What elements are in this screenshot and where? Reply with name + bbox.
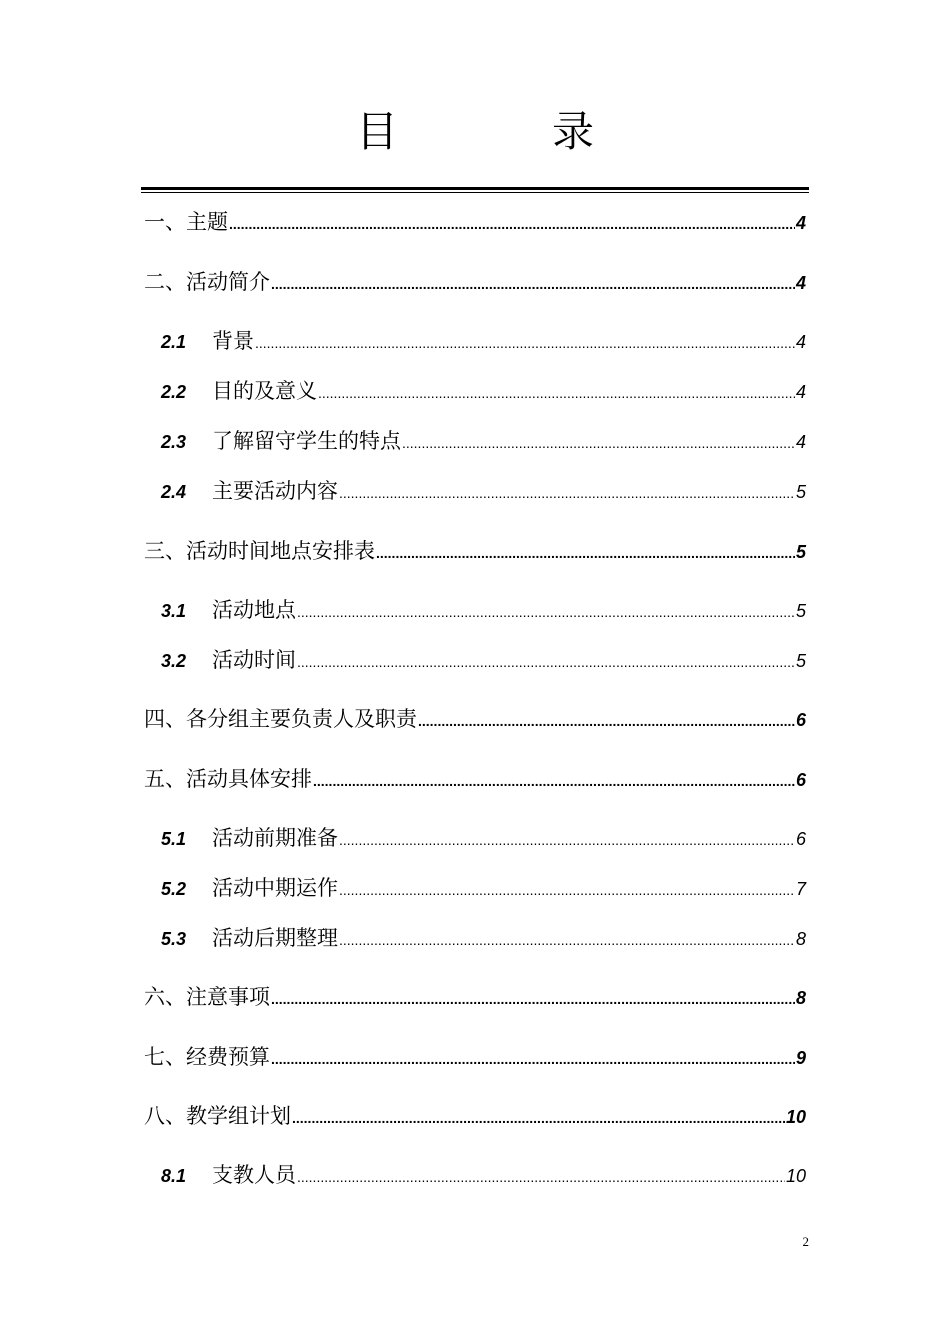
toc-entry[interactable] <box>144 705 806 733</box>
toc-entry-label: 活动时间 <box>212 648 296 672</box>
toc-entry[interactable] <box>161 646 806 674</box>
toc-entry[interactable] <box>144 537 806 565</box>
toc-entry-label: 活动中期运作 <box>212 876 338 900</box>
toc-entry-number: 3.1 <box>161 601 187 621</box>
toc-entry-page: 8 <box>795 988 806 1008</box>
toc-entry-page: 9 <box>795 1048 806 1068</box>
toc-entry-page: 6 <box>795 829 806 849</box>
toc-entry-page: 5 <box>795 482 806 502</box>
toc-entry[interactable] <box>161 874 806 902</box>
toc-entry-page: 10 <box>785 1166 806 1186</box>
toc-entry[interactable] <box>161 924 806 952</box>
toc-dot-leader <box>297 598 795 626</box>
toc-entry-page: 4 <box>795 273 806 293</box>
toc-entry-page: 8 <box>795 929 806 949</box>
toc-dot-leader <box>418 707 795 735</box>
toc-entry-label: 了解留守学生的特点 <box>212 429 401 453</box>
toc-entry[interactable] <box>161 596 806 624</box>
toc-entry-number: 2.2 <box>161 382 187 402</box>
toc-dot-leader <box>297 648 795 676</box>
toc-entry-label: 背景 <box>212 329 254 353</box>
toc-dot-leader <box>313 767 795 795</box>
toc-entry-number: 5.3 <box>161 929 187 949</box>
toc-entry-label: 活动后期整理 <box>212 926 338 950</box>
toc-dot-leader <box>255 329 795 357</box>
toc-entry-page: 10 <box>785 1107 806 1127</box>
toc-entry-label: 活动地点 <box>212 598 296 622</box>
toc-entry-number: 2.3 <box>161 432 187 452</box>
toc-entry-label: 七、经费预算 <box>144 1045 270 1069</box>
toc-entry-label: 主要活动内容 <box>212 479 338 503</box>
toc-entry-label: 四、各分组主要负责人及职责 <box>144 707 417 731</box>
toc-entry-number: 5.1 <box>161 829 187 849</box>
page-title: 目 录 <box>355 107 650 156</box>
toc-entry-label: 八、教学组计划 <box>144 1104 291 1128</box>
toc-entry-number: 5.2 <box>161 879 187 899</box>
toc-entry[interactable] <box>161 824 806 852</box>
toc-entry-number: 8.1 <box>161 1166 187 1186</box>
toc-entry-page: 7 <box>795 879 806 899</box>
toc-dot-leader <box>339 926 795 954</box>
toc-entry-number: 2.1 <box>161 332 187 352</box>
toc-dot-leader <box>292 1104 785 1132</box>
toc-entry-label: 三、活动时间地点安排表 <box>144 539 375 563</box>
toc-entry-page: 4 <box>795 432 806 452</box>
toc-dot-leader <box>271 985 795 1013</box>
toc-entry-label: 支教人员 <box>212 1163 296 1187</box>
toc-entry[interactable] <box>161 377 806 405</box>
page-number: 2 <box>802 1234 809 1249</box>
toc-entry-page: 6 <box>795 770 806 790</box>
toc-entry-page: 6 <box>795 710 806 730</box>
toc-entry-page: 4 <box>795 213 806 233</box>
toc-entry[interactable] <box>144 268 806 296</box>
toc-dot-leader <box>339 826 795 854</box>
title-rule-thick <box>141 187 809 190</box>
toc-dot-leader <box>318 379 795 407</box>
toc-entry-label: 目的及意义 <box>212 379 317 403</box>
toc-entry[interactable] <box>144 1102 806 1130</box>
toc-entry[interactable] <box>144 765 806 793</box>
toc-entry-number: 2.4 <box>161 482 187 502</box>
toc-entry[interactable] <box>144 983 806 1011</box>
toc-entry[interactable] <box>161 477 806 505</box>
toc-dot-leader <box>229 210 795 238</box>
toc-entry[interactable] <box>144 1043 806 1071</box>
toc-entry-label: 五、活动具体安排 <box>144 767 312 791</box>
toc-entry[interactable] <box>161 427 806 455</box>
title-rule-thin <box>141 192 809 193</box>
toc-dot-leader <box>339 479 795 507</box>
toc-dot-leader <box>271 1045 795 1073</box>
toc-entry-page: 5 <box>795 601 806 621</box>
toc-dot-leader <box>339 876 795 904</box>
toc-entry[interactable] <box>144 208 806 236</box>
toc-dot-leader <box>376 539 795 567</box>
toc-entry-label: 一、主题 <box>144 210 228 234</box>
toc-entry-page: 5 <box>795 651 806 671</box>
toc-entry-label: 活动前期准备 <box>212 826 338 850</box>
toc-dot-leader <box>297 1163 785 1191</box>
toc-entry[interactable] <box>161 1161 806 1189</box>
toc-entry-number: 3.2 <box>161 651 187 671</box>
toc-entry-label: 二、活动简介 <box>144 270 270 294</box>
toc-entry-page: 4 <box>795 382 806 402</box>
toc-entry-page: 5 <box>795 542 806 562</box>
toc-entry-page: 4 <box>795 332 806 352</box>
toc-entry[interactable] <box>161 327 806 355</box>
toc-dot-leader <box>402 429 795 457</box>
toc-entry-label: 六、注意事项 <box>144 985 270 1009</box>
toc-dot-leader <box>271 270 795 298</box>
